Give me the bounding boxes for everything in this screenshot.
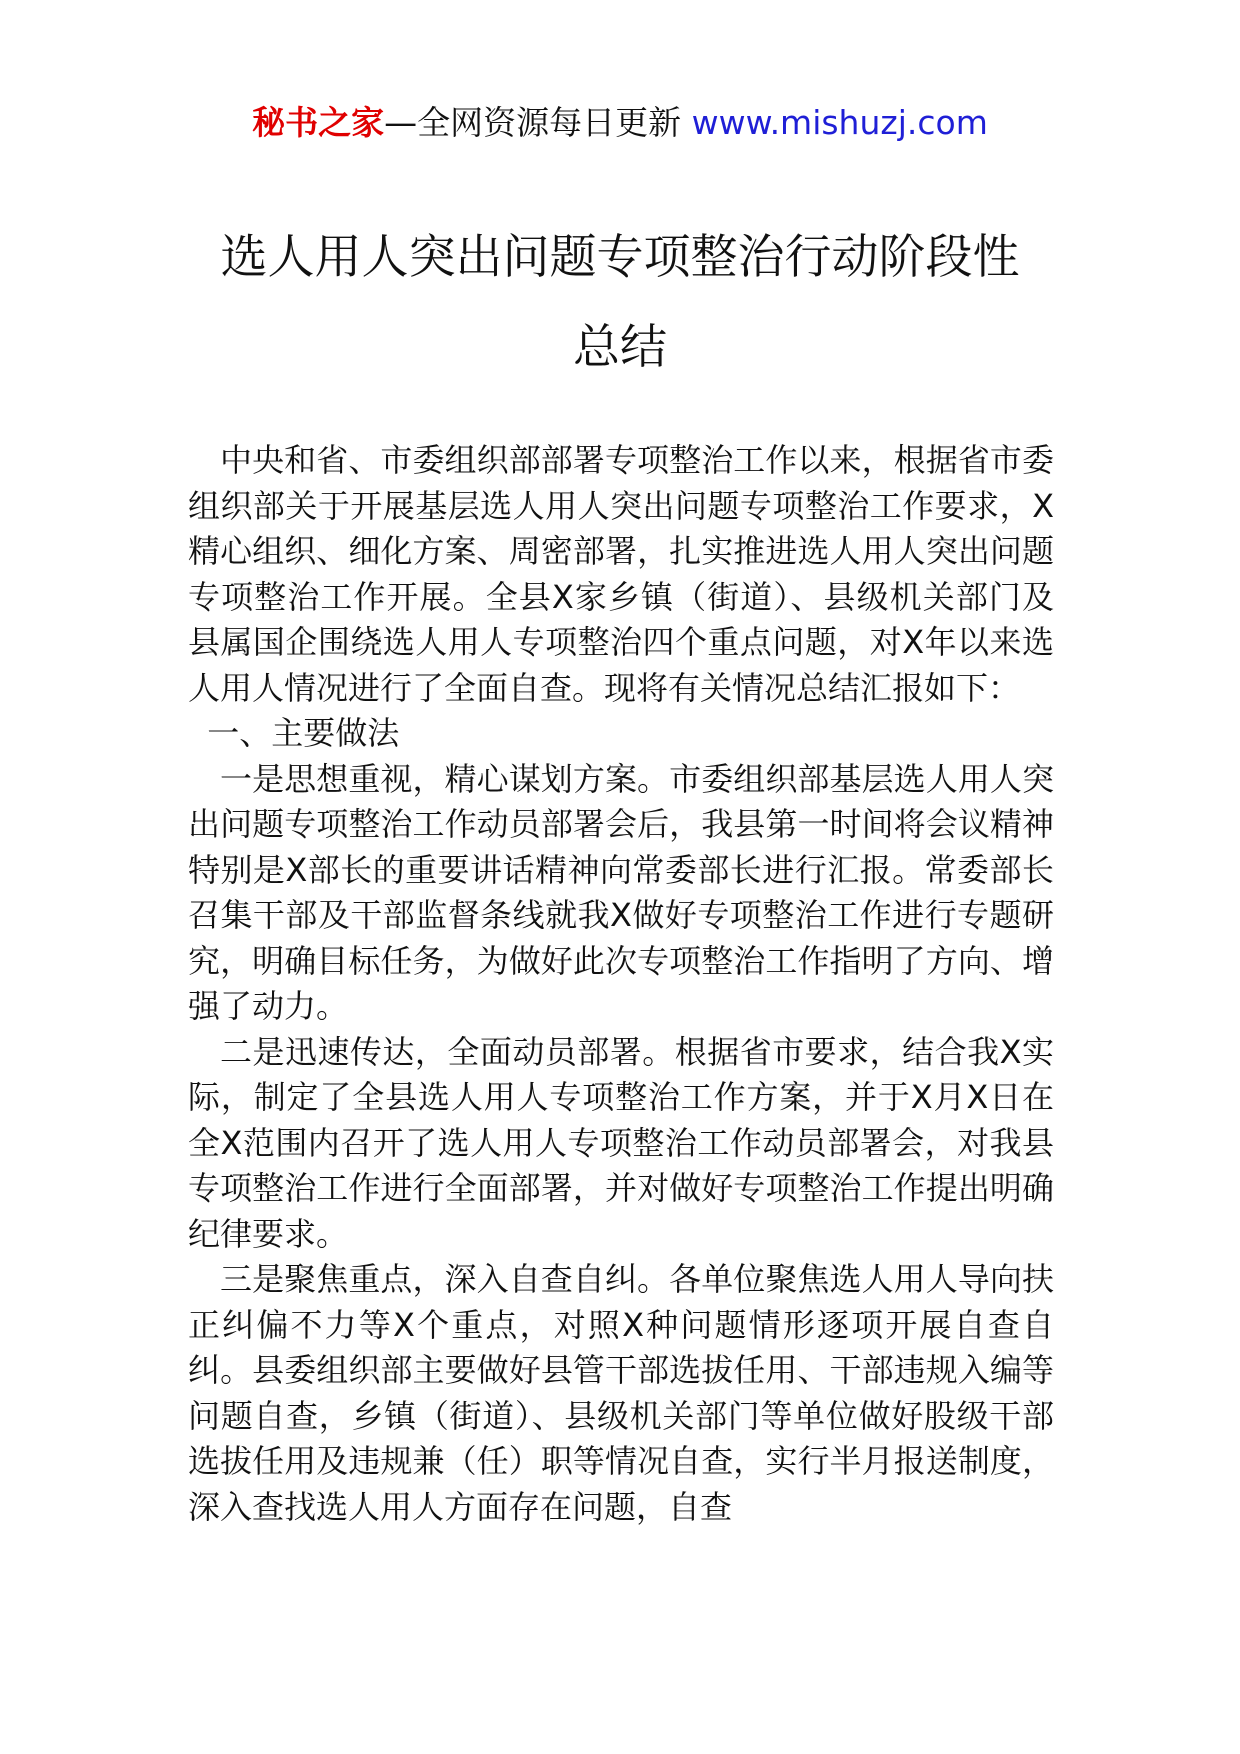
site-url-link[interactable]: www.mishuzj.com — [691, 103, 988, 142]
site-brand: 秘书之家 — [252, 103, 385, 142]
body-paragraph: 三是聚焦重点，深入自查自纠。各单位聚焦选人用人导向扶正纠偏不力等X个重点，对照X种问题情形逐项开展自查自纠。县委组织部主要做好县管干部选拔任用、干部违规入编等问题自查，乡镇（街道）、县级机关部门等单位做好股级干部选拔任用及违规兼（任）职等情况自查，实行半月报送制度，深入查找选人用人方面存在问题，自查 — [188, 1260, 1054, 1526]
site-tagline: —全网资源每日更新 — [384, 103, 692, 142]
body-paragraph: 一是思想重视，精心谋划方案。市委组织部基层选人用人突出问题专项整治工作动员部署会后，我县第一时间将会议精神特别是X部长的重要讲话精神向常委部长进行汇报。常委部长召集干部及干部监督条线就我X做好专项整治工作进行专题研究，明确目标任务，为做好此次专项整治工作指明了方向、增强了动力。 — [188, 759, 1054, 1025]
intro-paragraph: 中央和省、市委组织部部署专项整治工作以来，根据省市委组织部关于开展基层选人用人突出问题专项整治工作要求，X精心组织、细化方案、周密部署，扎实推进选人用人突出问题专项整治工作开展。全县X家乡镇（街道）、县级机关部门及县属国企围绕选人用人专项整治四个重点问题，对X年以来选人用人情况进行了全面自查。现将有关情况总结汇报如下： — [188, 441, 1054, 707]
section-heading: 一、主要做法 — [207, 714, 400, 752]
document-title-line-2: 总结 — [573, 320, 667, 375]
document-title-line-1: 选人用人突出问题专项整治行动阶段性 — [220, 230, 1020, 285]
body-paragraph: 二是迅速传达，全面动员部署。根据省市要求，结合我X实际，制定了全县选人用人专项整治工作方案，并于X月X日在全X范围内召开了选人用人专项整治工作动员部署会，对我县专项整治工作进行全面部署，并对做好专项整治工作提出明确纪律要求。 — [188, 1032, 1054, 1253]
document-body — [188, 438, 1054, 1530]
site-header — [0, 100, 1240, 146]
